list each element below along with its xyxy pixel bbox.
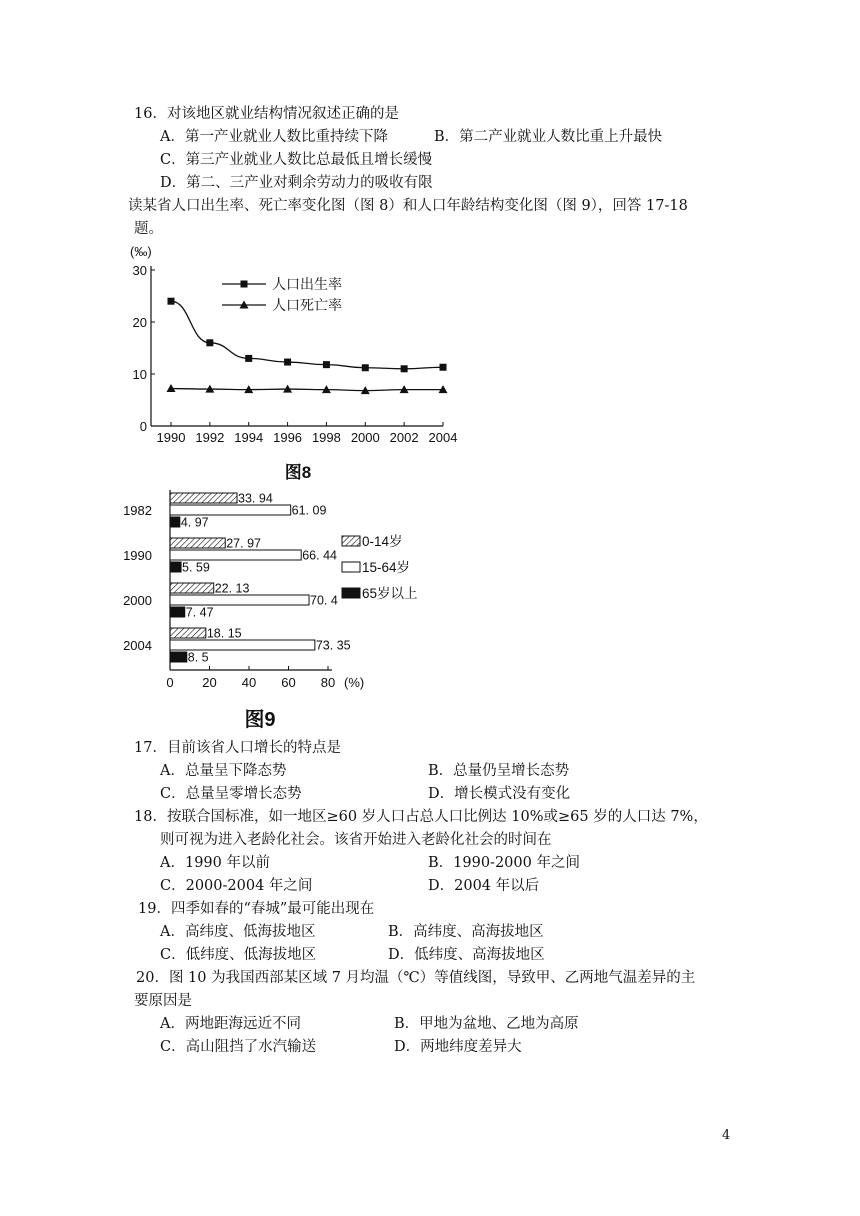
q19-option-d: D．低纬度、高海拔地区 [388,947,545,963]
q18-option-b: B．1990-2000 年之间 [428,855,580,871]
x-tick-label: 20 [202,675,217,690]
x-tick-label: 2004 [428,430,458,445]
bar-value-label: 7. 47 [185,605,214,620]
birth-rate-point [168,298,175,305]
birth-rate-point [323,361,330,368]
bar-value-label: 27. 97 [226,536,262,551]
age-0-14-bar [170,583,214,593]
q16-stem: 16．对该地区就业结构情况叙述正确的是 [134,106,399,122]
q18-option-d: D．2004 年以后 [428,878,540,894]
bar-value-label: 8. 5 [187,650,209,665]
intro-line-1: 读某省人口出生率、死亡率变化图（图 8）和人口年龄结构变化图（图 9），回答 17-18 [128,198,688,214]
q20-stem-line-1: 20．图 10 为我国西部某区域 7 月均温（℃）等值线图，导致甲、乙两地气温差异的主 [136,970,696,986]
q17-option-c: C．总量呈零增长态势 [160,786,302,802]
age-0-14-bar [170,538,225,548]
x-axis-unit-label: (%) [344,675,365,690]
y-tick-label: 0 [139,419,147,434]
q20-option-b: B．甲地为盆地、乙地为高原 [394,1016,579,1032]
q20-option-c: C．高山阻挡了水汽输送 [160,1039,317,1055]
category-label: 1990 [123,548,152,563]
q20-option-d: D．两地纬度差异大 [394,1039,522,1055]
birth-rate-point [284,359,291,366]
bar-value-label: 66. 44 [302,548,337,563]
legend-label: 65岁以上 [362,586,418,601]
legend-swatch-age-65-plus-bar [342,588,360,598]
x-tick-label: 0 [166,675,174,690]
legend-death-label: 人口死亡率 [272,297,342,313]
birth-rate-point [245,355,252,362]
category-label: 2004 [123,638,152,653]
q19-option-c: C．低纬度、低海拔地区 [160,947,317,963]
y-tick-label: 10 [132,367,147,382]
q19-stem: 19．四季如春的“春城”最可能出现在 [138,901,375,917]
q18-stem-line-1: 18．按联合国标准，如一地区≥60 岁人口占总人口比例达 10%或≥65 岁的人口达 7%， [134,809,708,825]
intro-line-2: 题。 [134,221,163,237]
x-tick-label: 60 [281,675,296,690]
q19-option-a: A．高纬度、低海拔地区 [160,924,316,940]
q17-stem: 17．目前该省人口增长的特点是 [134,740,341,756]
bar-value-label: 33. 94 [238,491,273,506]
legend-label: 0-14岁 [362,534,403,549]
figure-9-caption: 图9 [244,709,276,731]
bar-value-label: 4. 97 [180,515,209,530]
figure-8-caption: 图8 [284,463,312,482]
q18-option-c: C．2000-2004 年之间 [160,878,313,894]
age-0-14-bar [170,628,206,638]
q20-option-a: A．两地距海远近不同 [160,1016,301,1032]
x-tick-label: 40 [241,675,257,690]
legend-swatch-age-15-64-bar [342,562,360,572]
age-65-plus-bar [170,607,185,617]
age-15-64-bar [170,595,309,605]
q16-option-d: D．第二、三产业对剩余劳动力的吸收有限 [160,175,433,191]
x-tick-label: 1990 [156,430,186,445]
x-tick-label: 1998 [311,430,341,445]
y-axis-unit-label: (‰) [130,244,152,259]
legend-birth-marker [241,281,248,288]
page-number: 4 [722,1128,731,1143]
q18-stem-line-2: 则可视为进入老龄化社会。该省开始进入老龄化社会的时间在 [160,832,552,848]
birth-rate-point [401,365,408,372]
age-65-plus-bar [170,517,180,527]
y-tick-label: 20 [132,315,147,330]
birth-rate-point [362,364,369,371]
figure-9-bar-chart [120,488,450,736]
q17-option-a: A．总量呈下降态势 [160,763,287,779]
x-tick-label: 1996 [273,430,303,445]
x-tick-label: 2002 [389,430,419,445]
age-15-64-bar [170,505,291,515]
bar-value-label: 18. 15 [206,626,242,641]
age-65-plus-bar [170,652,187,662]
x-tick-label: 2000 [350,430,380,445]
figure-8-line-chart [120,238,460,488]
bar-value-label: 22. 13 [214,581,250,596]
x-tick-label: 1994 [234,430,264,445]
age-15-64-bar [170,550,301,560]
bar-value-label: 70. 4 [310,593,338,608]
birth-rate-point [440,364,447,371]
bar-value-label: 73. 35 [315,638,351,653]
category-label: 1982 [123,503,152,518]
legend-swatch-age-0-14-bar [342,536,360,546]
y-tick-label: 30 [132,263,147,278]
bar-value-label: 5. 59 [182,560,210,575]
q16-option-b: B．第二产业就业人数比重上升最快 [434,129,663,145]
legend-birth-label: 人口出生率 [272,276,342,292]
q17-option-b: B．总量仍呈增长态势 [428,763,570,779]
age-65-plus-bar [170,562,181,572]
age-15-64-bar [170,640,315,650]
x-tick-label: 80 [320,675,336,690]
q20-stem-line-2: 要原因是 [134,993,192,1009]
bar-value-label: 61. 09 [291,503,327,518]
q17-option-d: D．增长模式没有变化 [428,786,571,802]
x-tick-label: 1992 [195,430,225,445]
q19-option-b: B．高纬度、高海拔地区 [388,924,544,940]
q16-option-a: A．第一产业就业人数比重持续下降 [160,129,388,145]
category-label: 2000 [123,593,152,608]
age-0-14-bar [170,493,237,503]
legend-label: 15-64岁 [362,560,411,575]
q16-option-c: C．第三产业就业人数比总最低且增长缓慢 [160,152,433,168]
birth-rate-point [206,339,213,346]
q18-option-a: A．1990 年以前 [160,855,270,871]
